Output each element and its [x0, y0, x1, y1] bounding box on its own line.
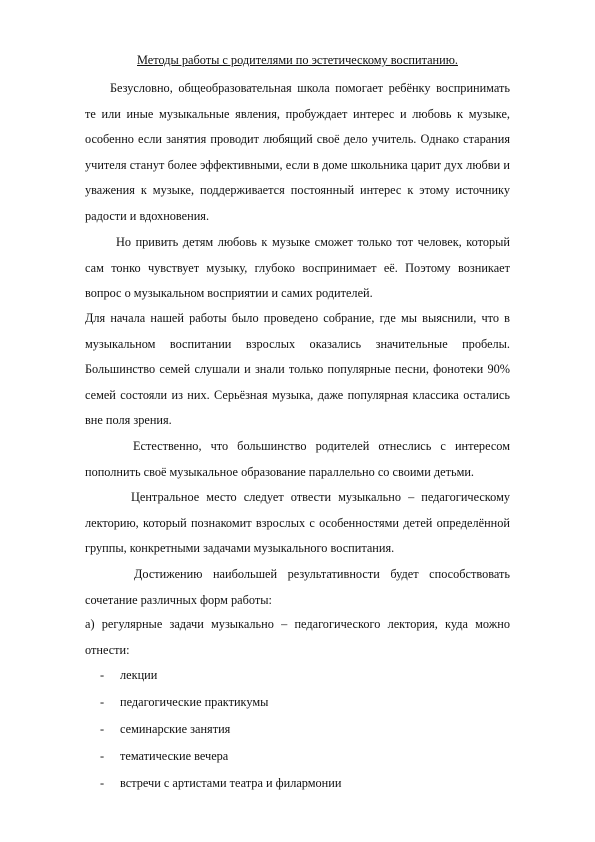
paragraph-1: Безусловно, общеобразовательная школа помогает ребёнку воспринимать те или иные музыкальные явления, пробуждает интерес и любовь к музыке, особенно если занятия проводит любящий своё дело учитель. Однако старания учителя станут более эффективными, если в доме школьника царит дух любви и уважения к музыке, поддерживается постоянный интерес к этому источнику радости и вдохновения.: [85, 81, 510, 223]
paragraph-2-block: [85, 230, 510, 307]
list-item: [100, 743, 341, 770]
list-dash: -: [100, 722, 105, 736]
list-dash: -: [100, 668, 105, 682]
list-item: [100, 716, 341, 743]
list-item: [100, 662, 341, 689]
paragraph-4: Естественно, что большинство родителей отнеслись с интересом пополнить своё музыкальное образование параллельно со своими детьми.: [85, 439, 510, 479]
list-item-text: тематические вечера: [120, 749, 229, 763]
list-item-text: педагогические практикумы: [120, 695, 269, 709]
document-title: Методы работы с родителями по эстетическому воспитанию.: [137, 53, 458, 67]
paragraph-6-block: [85, 562, 510, 613]
paragraph-6: Достижению наибольшей результативности будет способствовать сочетание различных форм работы:: [85, 567, 510, 607]
list-dash: -: [100, 695, 105, 709]
list-item-text: семинарские занятия: [120, 722, 231, 736]
paragraph-5: Центральное место следует отвести музыкально – педагогическому лекторию, который познакомит взрослых с особенностями детей определённой группы, конкретными задачами музыкального воспитания.: [85, 490, 510, 556]
list-dash: -: [100, 749, 105, 763]
paragraph-7-block: [85, 612, 510, 663]
paragraph-4-block: [85, 434, 510, 485]
list-item: [100, 689, 341, 716]
paragraph-3: Для начала нашей работы было проведено собрание, где мы выяснили, что в музыкальном воспитании взрослых оказались значительные пробелы. Большинство семей слушали и знали только популярные песни, фонотеки 90% семей состояли из них. Серьёзная музыка, даже популярная классика остались вне поля зрения.: [85, 311, 510, 428]
paragraph-5-block: [85, 485, 510, 562]
paragraph-2: Но привить детям любовь к музыке сможет только тот человек, который сам тонко чувствует музыку, глубоко воспринимает её. Поэтому возникает вопрос о музыкальном восприятии и самих родителей.: [85, 235, 510, 301]
paragraph-1-block: [85, 76, 510, 230]
forms-of-work-list: [100, 662, 341, 797]
list-item-text: лекции: [120, 668, 158, 682]
list-item-text: встречи с артистами театра и филармонии: [120, 776, 342, 790]
list-item: [100, 770, 341, 797]
list-dash: -: [100, 776, 105, 790]
paragraph-7: а) регулярные задачи музыкально – педагогического лектория, куда можно отнести:: [85, 617, 510, 657]
paragraph-3-block: [85, 306, 510, 434]
